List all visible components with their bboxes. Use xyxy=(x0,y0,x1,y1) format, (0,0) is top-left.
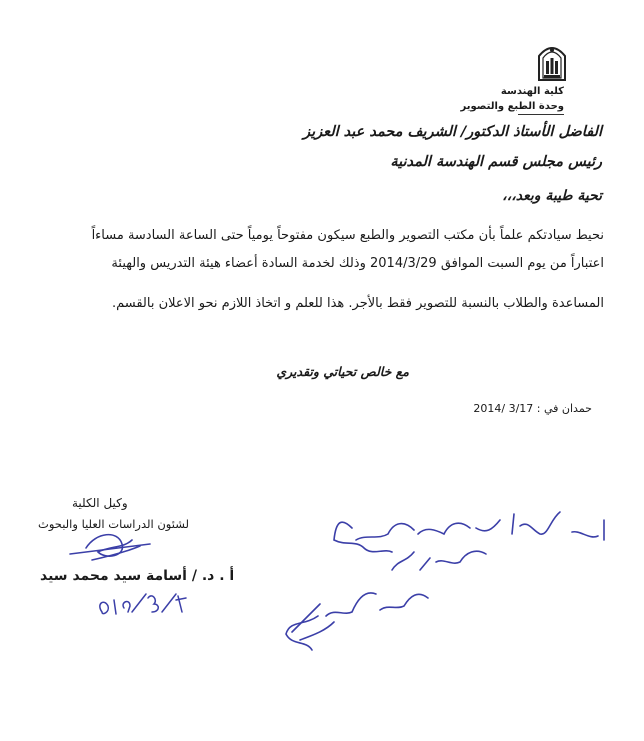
signatory-name: أ . د. / أسامة سيد محمد سيد xyxy=(40,568,235,584)
addressee-line: الفاضل الأستاذ الدكتور/ الشريف محمد عبد العزيز xyxy=(303,124,602,140)
letter-date: حمدان في : 3/17 /2014 xyxy=(473,402,592,415)
body-line: اعتباراً من يوم السبت الموافق 2014/3/29 وذلك لخدمة السادة أعضاء هيئة التدريس والهيئة xyxy=(111,256,604,271)
signatory-signature xyxy=(70,535,150,560)
faculty-name: كلية الهندسة xyxy=(500,86,564,97)
handwritten-note xyxy=(286,512,604,650)
closing-regards: مع خالص تحياتي وتقديري xyxy=(276,364,409,379)
unit-name: وحدة الطبع والتصوير xyxy=(460,101,564,112)
addressee-position: رئيس مجلس قسم الهندسة المدنية xyxy=(390,154,602,170)
signatory-affairs: لشئون الدراسات العليا والبحوث xyxy=(38,517,189,531)
signatory-role: وكيل الكلية xyxy=(72,496,128,510)
handwritten-date xyxy=(100,594,186,614)
greeting: تحية طيبة وبعد،،، xyxy=(502,188,602,204)
body-line: نحيط سيادتكم علماً بأن مكتب التصوير والطبع سيكون مفتوحاً يومياً حتى الساعة السادسة مساءاً xyxy=(91,228,604,243)
body-line: المساعدة والطلاب بالنسبة للتصوير فقط بالأجر. هذا للعلم و اتخاذ اللازم نحو الاعلان بالقسم. xyxy=(111,296,604,311)
